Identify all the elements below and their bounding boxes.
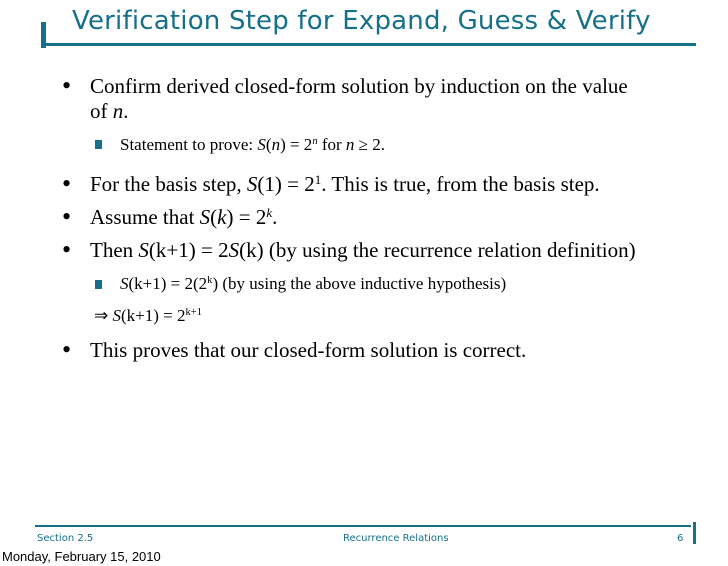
page-number: 6 [677, 533, 684, 544]
footer-rule [35, 525, 691, 527]
sub-bullet-marker [95, 280, 102, 289]
footer-section: Section 2.5 [37, 533, 94, 544]
bullet-1-line-2: of n. [90, 99, 129, 123]
bullet-3: Assume that $S(k) = 2^k$. [90, 204, 278, 229]
implication-line: ⇒ $S(k+1) = 2^{k+1}$ [94, 306, 202, 325]
footer-accent-bar [693, 522, 696, 544]
footer-title: Recurrence Relations [343, 533, 449, 544]
bullet-marker: • [62, 71, 72, 100]
title-rule [46, 43, 696, 46]
bullet-1-line-1: Confirm derived closed-form solution by induction on the value [90, 74, 628, 98]
bullet-4: Then S(k+1) = 2S(k) (by using the recurrence relation definition) [90, 238, 636, 262]
sub-bullet-marker [95, 140, 102, 149]
bullet-marker: • [62, 335, 72, 364]
sub-bullet-statement: Statement to prove: $S(n) = 2^n$ for n ≥ 2. [120, 135, 385, 154]
date-stamp: Monday, February 15, 2010 [2, 549, 161, 564]
bullet-marker: • [62, 169, 72, 198]
bullet-2: For the basis step, $S(1) = 2^1$. This is true, from the basis step. [90, 171, 600, 196]
bullet-marker: • [62, 235, 72, 264]
bullet-5: This proves that our closed-form solution is correct. [90, 338, 527, 362]
slide-title: Verification Step for Expand, Guess & Verify [72, 6, 651, 36]
sub-bullet-inductive-step: $S(k+1) = 2(2^k)$ (by using the above inductive hypothesis) [120, 274, 507, 293]
bullet-marker: • [62, 202, 72, 231]
